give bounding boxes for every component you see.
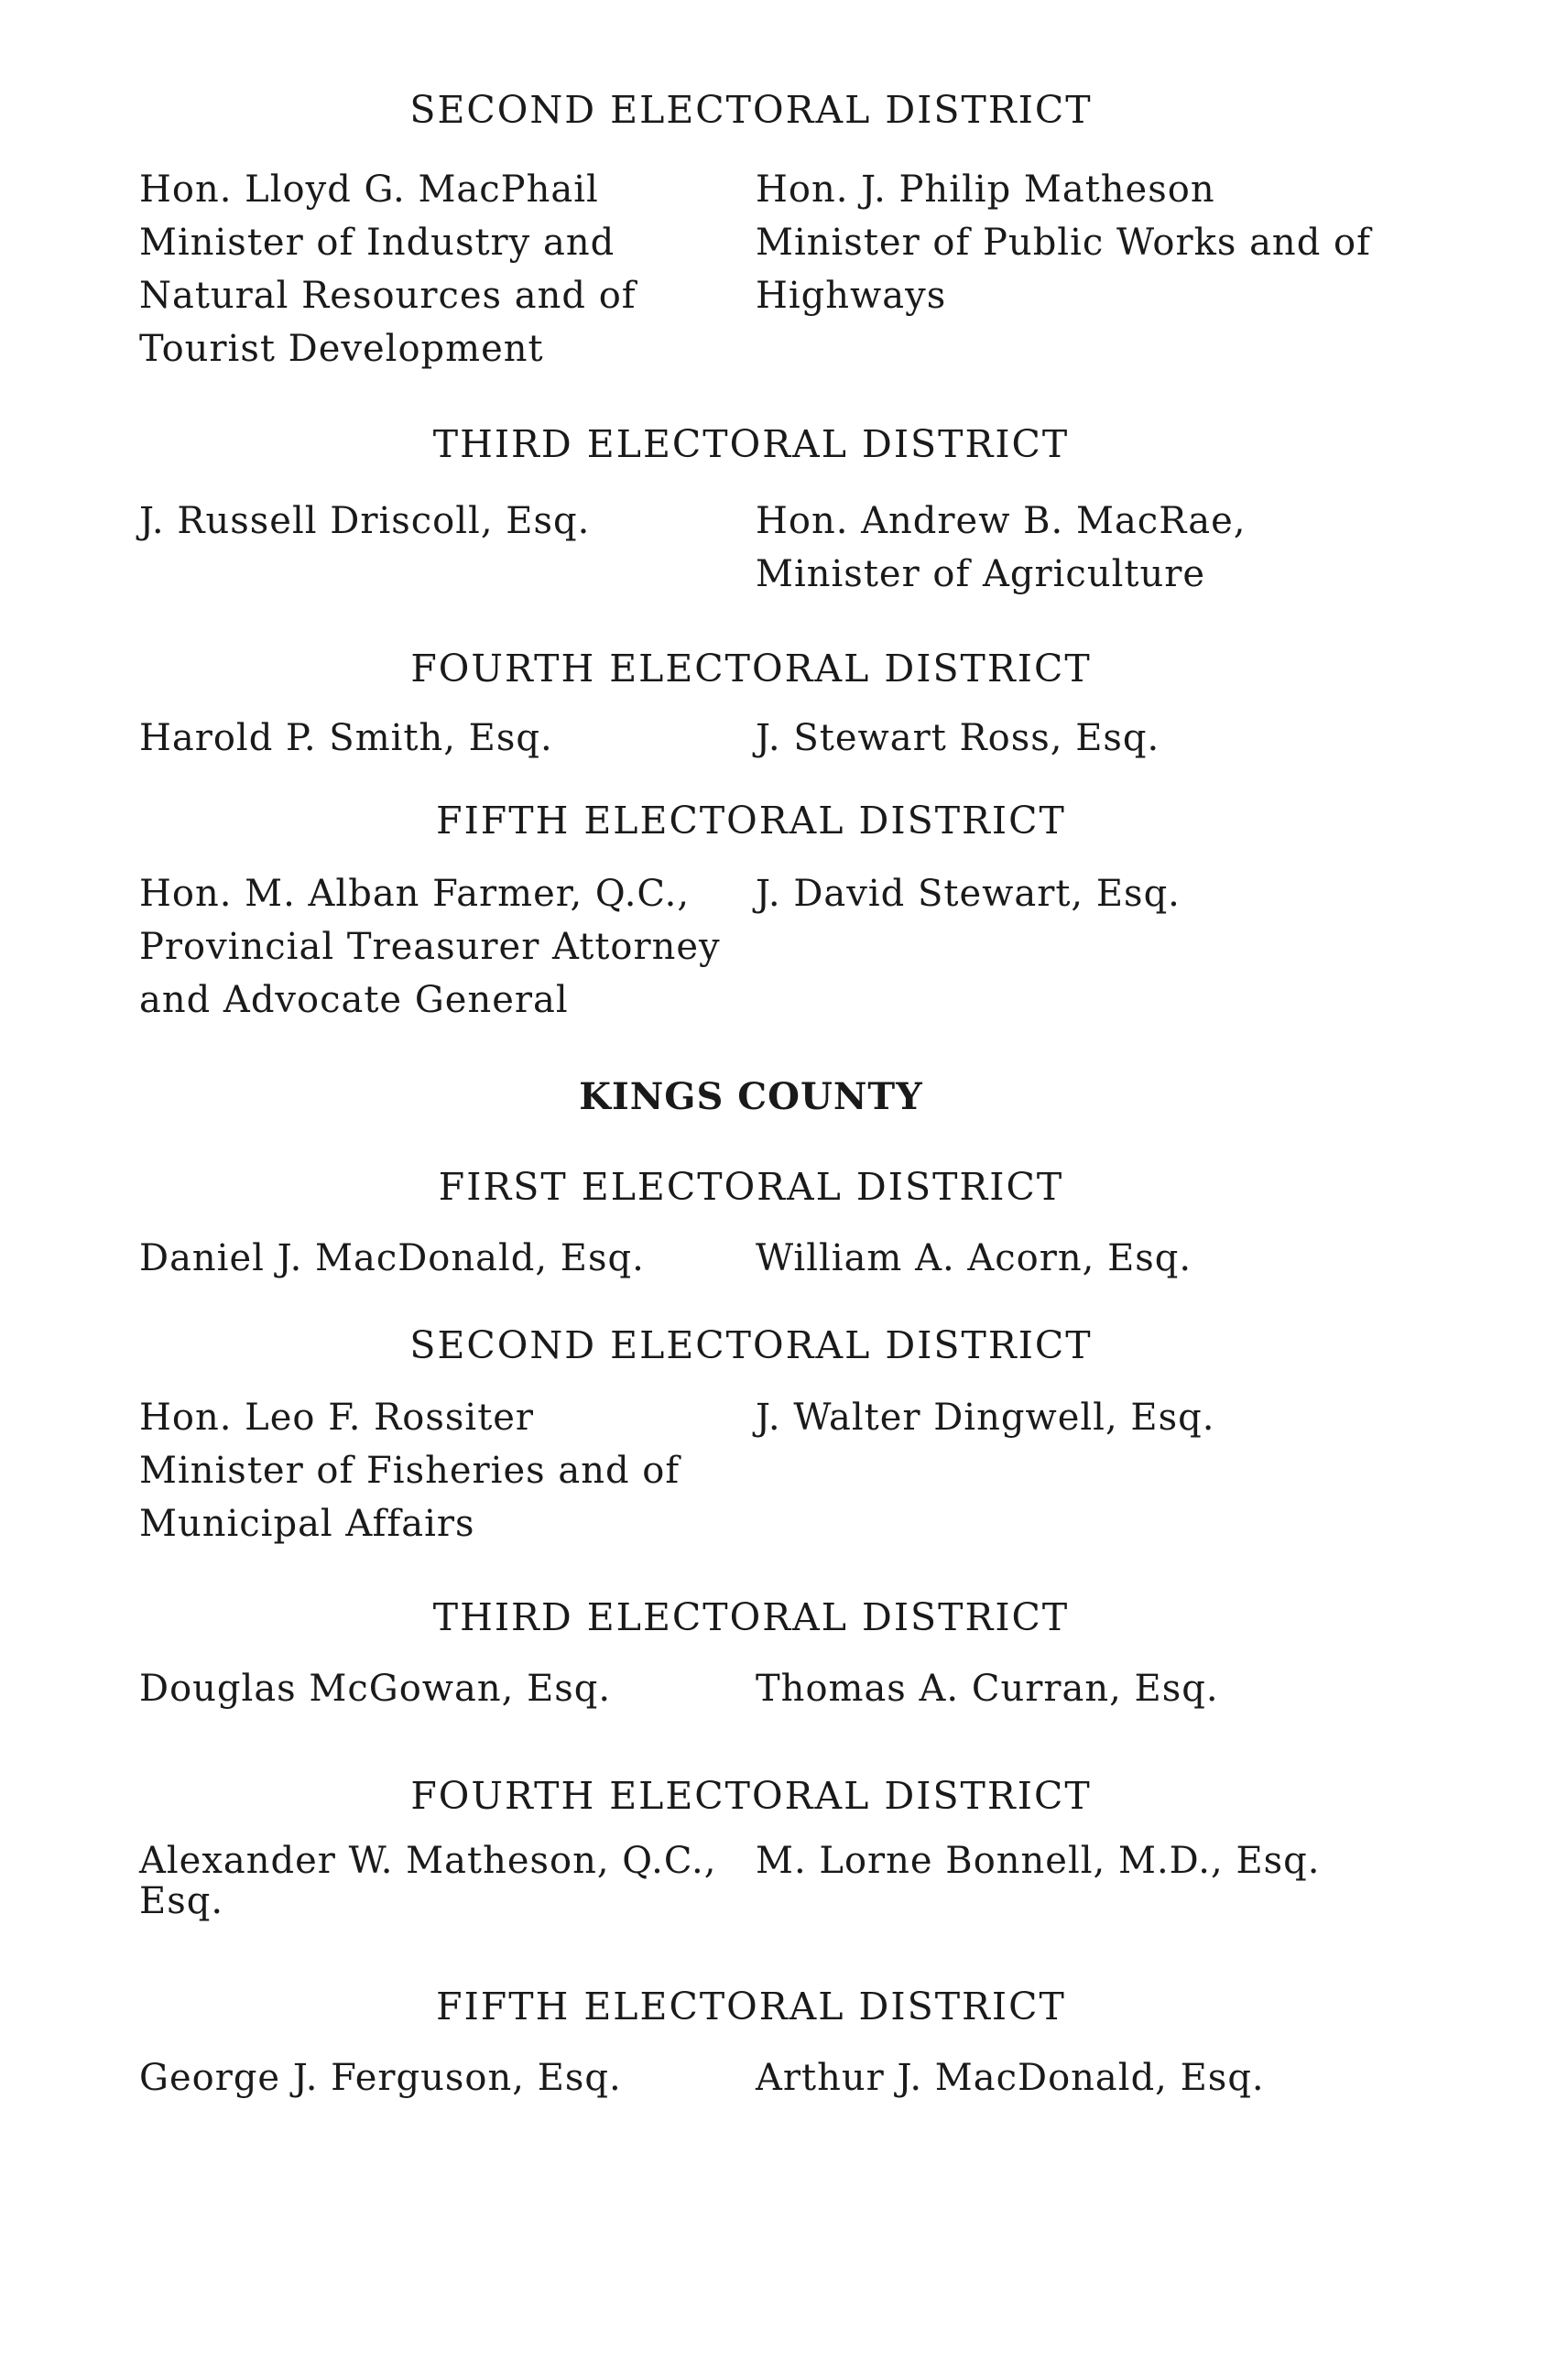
member-left <box>139 495 590 548</box>
district-heading: FOURTH ELECTORAL DISTRICT <box>410 1774 1092 1818</box>
member-left <box>139 163 637 375</box>
district-heading: FIFTH ELECTORAL DISTRICT <box>436 1985 1066 2028</box>
district-heading: SECOND ELECTORAL DISTRICT <box>409 88 1093 132</box>
member-line: J. David Stewart, Esq. <box>756 873 1181 915</box>
member-line: Provincial Treasurer Attorney <box>139 926 721 968</box>
district-heading: THIRD ELECTORAL DISTRICT <box>432 422 1070 466</box>
district-heading: FIRST ELECTORAL DISTRICT <box>438 1165 1064 1209</box>
member-line: Arthur J. MacDonald, Esq. <box>756 2057 1265 2099</box>
member-line: Minister of Industry and <box>139 222 615 264</box>
member-line: Hon. Lloyd G. MacPhail <box>139 169 599 211</box>
district-heading: FIFTH ELECTORAL DISTRICT <box>436 799 1066 843</box>
member-line: J. Walter Dingwell, Esq. <box>756 1397 1215 1439</box>
district-heading: SECOND ELECTORAL DISTRICT <box>409 1323 1093 1367</box>
member-right <box>756 495 1246 601</box>
member-line: Highways <box>756 275 947 317</box>
member-left <box>139 1391 680 1550</box>
member-line: Tourist Development <box>139 328 544 370</box>
member-line: George J. Ferguson, Esq. <box>139 2057 622 2099</box>
member-line: J. Stewart Ross, Esq. <box>756 717 1160 759</box>
member-line: Esq. <box>139 1880 224 1922</box>
member-right <box>756 712 1160 765</box>
member-right <box>756 163 1371 322</box>
member-right <box>756 1841 1321 1881</box>
member-line: Hon. M. Alban Farmer, Q.C., <box>139 873 691 915</box>
district-heading: THIRD ELECTORAL DISTRICT <box>432 1595 1070 1639</box>
member-left <box>139 1232 645 1285</box>
member-line: Municipal Affairs <box>139 1503 475 1545</box>
member-line: Hon. Leo F. Rossiter <box>139 1397 535 1439</box>
member-right <box>756 867 1181 920</box>
member-right <box>756 1662 1219 1715</box>
member-line: Douglas McGowan, Esq. <box>139 1668 612 1710</box>
member-line: Hon. Andrew B. MacRae, <box>756 500 1247 542</box>
member-line: Minister of Public Works and of <box>756 222 1371 264</box>
member-line: Daniel J. MacDonald, Esq. <box>139 1237 645 1279</box>
member-left <box>139 1662 611 1715</box>
member-line: Hon. J. Philip Matheson <box>756 169 1215 211</box>
member-line: Natural Resources and of <box>139 275 637 317</box>
county-title: KINGS COUNTY <box>579 1075 923 1118</box>
member-line: Minister of Fisheries and of <box>139 1450 681 1492</box>
member-left <box>139 867 721 1027</box>
member-line: M. Lorne Bonnell, M.D., Esq. <box>756 1840 1321 1882</box>
member-line: and Advocate General <box>139 979 569 1021</box>
member-line: J. Russell Driscoll, Esq. <box>139 500 591 542</box>
member-line: Minister of Agriculture <box>756 553 1206 595</box>
member-line: Alexander W. Matheson, Q.C., <box>139 1840 717 1882</box>
member-line: William A. Acorn, Esq. <box>756 1237 1192 1279</box>
member-line: Harold P. Smith, Esq. <box>139 717 553 759</box>
district-heading: FOURTH ELECTORAL DISTRICT <box>410 647 1092 691</box>
member-line: Thomas A. Curran, Esq. <box>756 1668 1219 1710</box>
member-left <box>139 1841 716 1921</box>
member-left <box>139 712 553 765</box>
member-left <box>139 2051 622 2105</box>
member-right <box>756 1391 1214 1444</box>
member-right <box>756 2051 1265 2105</box>
member-right <box>756 1232 1192 1285</box>
